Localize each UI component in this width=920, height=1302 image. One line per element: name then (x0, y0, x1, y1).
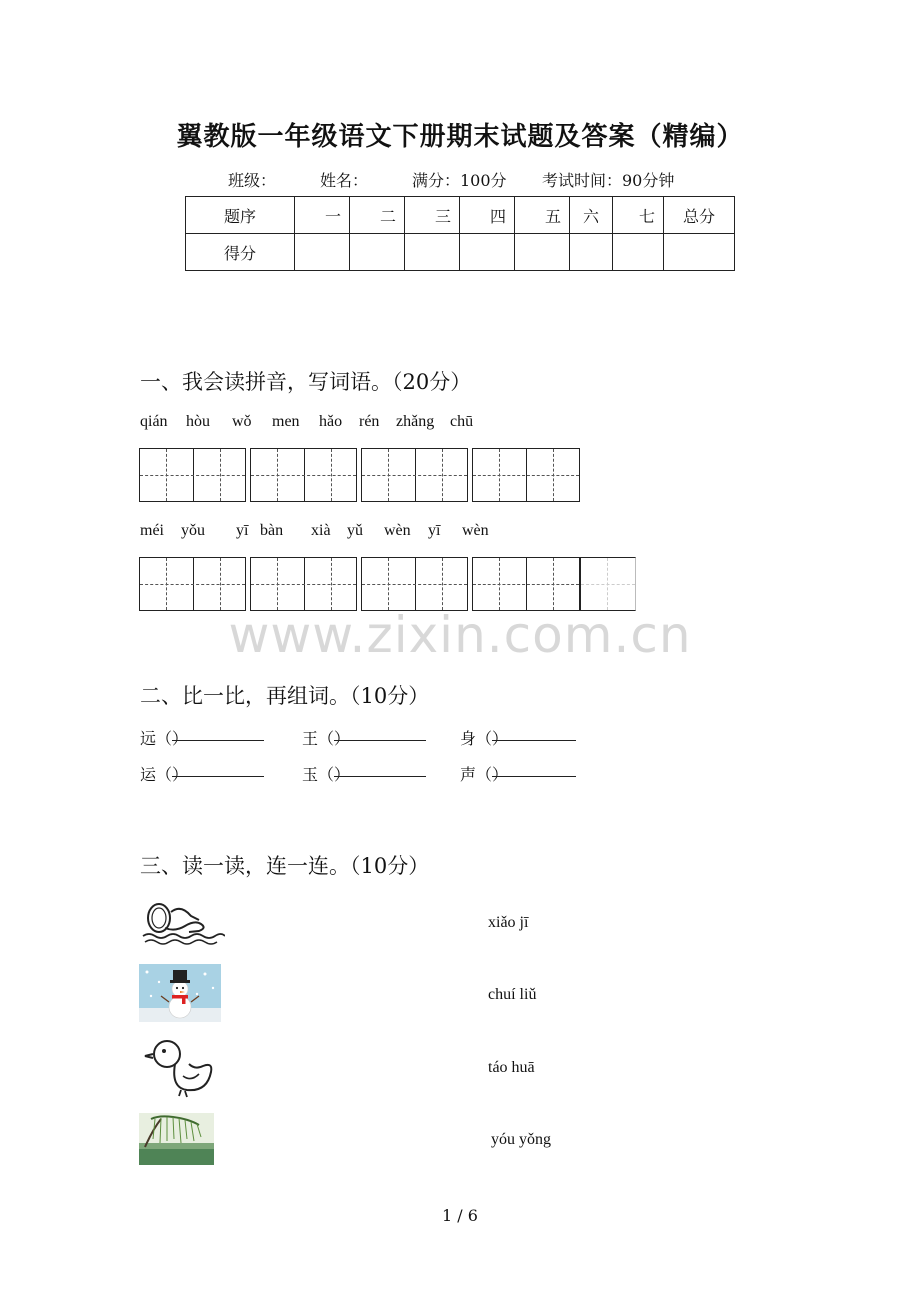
header-cell: 一 (295, 197, 350, 234)
score-table-header (186, 197, 735, 234)
compare-char: 王 (302, 729, 319, 748)
score-cell[interactable] (664, 234, 735, 271)
header-cell: 四 (460, 197, 515, 234)
row-label: 得分 (186, 234, 295, 271)
pinyin-syllable: hòu (186, 413, 210, 430)
pinyin-syllable: méi (140, 522, 164, 539)
snowman-icon[interactable] (139, 964, 221, 1022)
swimming-icon[interactable] (139, 898, 225, 946)
header-cell: 总分 (664, 197, 735, 234)
match-pinyin[interactable]: yóu yǒng (491, 1131, 551, 1148)
willow-icon[interactable] (139, 1113, 214, 1165)
page-title: 翼教版一年级语文下册期末试题及答案（精编） (176, 122, 744, 152)
full-score: 满分：100分 (412, 171, 507, 190)
header-cell: 题序 (186, 197, 295, 234)
compare-char: 运 (140, 765, 157, 784)
writing-box[interactable] (139, 557, 246, 611)
pinyin-syllable: wèn (462, 522, 489, 539)
pinyin-syllable: yī (236, 522, 249, 539)
match-pinyin[interactable]: chuí liǔ (488, 986, 537, 1003)
header-cell: 二 (350, 197, 405, 234)
pinyin-syllable: yǔ (347, 522, 363, 539)
writing-grid-row-1 (0, 448, 920, 504)
compare-row-2: 运（ ） 玉（ ） 声（ ） (140, 762, 640, 784)
header-cell: 五 (515, 197, 570, 234)
watermark: www.zixin.com.cn (228, 606, 692, 664)
pinyin-syllable: chū (450, 413, 474, 430)
answer-blank[interactable] (334, 762, 426, 777)
compare-char: 玉 (302, 765, 319, 784)
match-pinyin[interactable]: xiǎo jī (488, 914, 529, 931)
writing-box[interactable] (361, 557, 468, 611)
pinyin-line-2 (140, 522, 640, 542)
pinyin-syllable: wèn (384, 522, 411, 539)
pinyin-syllable: yǒu (181, 522, 205, 539)
pinyin-syllable: rén (359, 413, 380, 430)
writing-box[interactable] (250, 557, 357, 611)
score-cell[interactable] (515, 234, 570, 271)
pinyin-syllable: qián (140, 413, 168, 430)
writing-box[interactable] (139, 448, 246, 502)
score-cell[interactable] (570, 234, 613, 271)
pinyin-syllable: hǎo (319, 413, 343, 430)
score-cell[interactable] (613, 234, 664, 271)
pinyin-syllable: xià (311, 522, 331, 539)
chick-icon[interactable] (141, 1036, 217, 1098)
score-cell[interactable] (460, 234, 515, 271)
writing-grid-row-2 (0, 557, 920, 613)
pinyin-syllable: men (272, 413, 300, 430)
answer-blank[interactable] (172, 762, 264, 777)
score-table-row (186, 234, 735, 271)
page-number: 1 / 6 (442, 1206, 478, 1225)
score-cell[interactable] (405, 234, 460, 271)
header-cell: 六 (570, 197, 613, 234)
score-table (185, 196, 735, 271)
compare-char: 远 (140, 729, 157, 748)
exam-time: 考试时间：90分钟 (542, 171, 675, 190)
writing-box[interactable] (361, 448, 468, 502)
compare-char: 身 (460, 729, 477, 748)
match-pinyin[interactable]: táo huā (488, 1059, 535, 1076)
writing-box[interactable] (472, 557, 580, 611)
writing-box[interactable] (580, 557, 636, 611)
score-cell[interactable] (295, 234, 350, 271)
answer-blank[interactable] (492, 762, 576, 777)
score-cell[interactable] (350, 234, 405, 271)
pinyin-line-1 (140, 413, 640, 433)
pinyin-syllable: wǒ (232, 413, 252, 430)
writing-box[interactable] (472, 448, 580, 502)
compare-row-1: 远（ ） 王（ ） 身（ ） (140, 726, 640, 748)
section1-title: 一、我会读拼音，写词语。（20分） (140, 370, 472, 394)
writing-box[interactable] (250, 448, 357, 502)
class-label: 班级： (228, 171, 277, 190)
pinyin-syllable: zhǎng (396, 413, 435, 430)
answer-blank[interactable] (172, 726, 264, 741)
header-cell: 七 (613, 197, 664, 234)
pinyin-syllable: bàn (260, 522, 284, 539)
compare-char: 声 (460, 765, 477, 784)
section2-title: 二、比一比，再组词。（10分） (140, 684, 430, 708)
section3-title: 三、读一读，连一连。（10分） (140, 854, 430, 878)
exam-info (228, 168, 674, 191)
header-cell: 三 (405, 197, 460, 234)
answer-blank[interactable] (492, 726, 576, 741)
answer-blank[interactable] (334, 726, 426, 741)
name-label: 姓名： (320, 171, 369, 190)
pinyin-syllable: yī (428, 522, 441, 539)
